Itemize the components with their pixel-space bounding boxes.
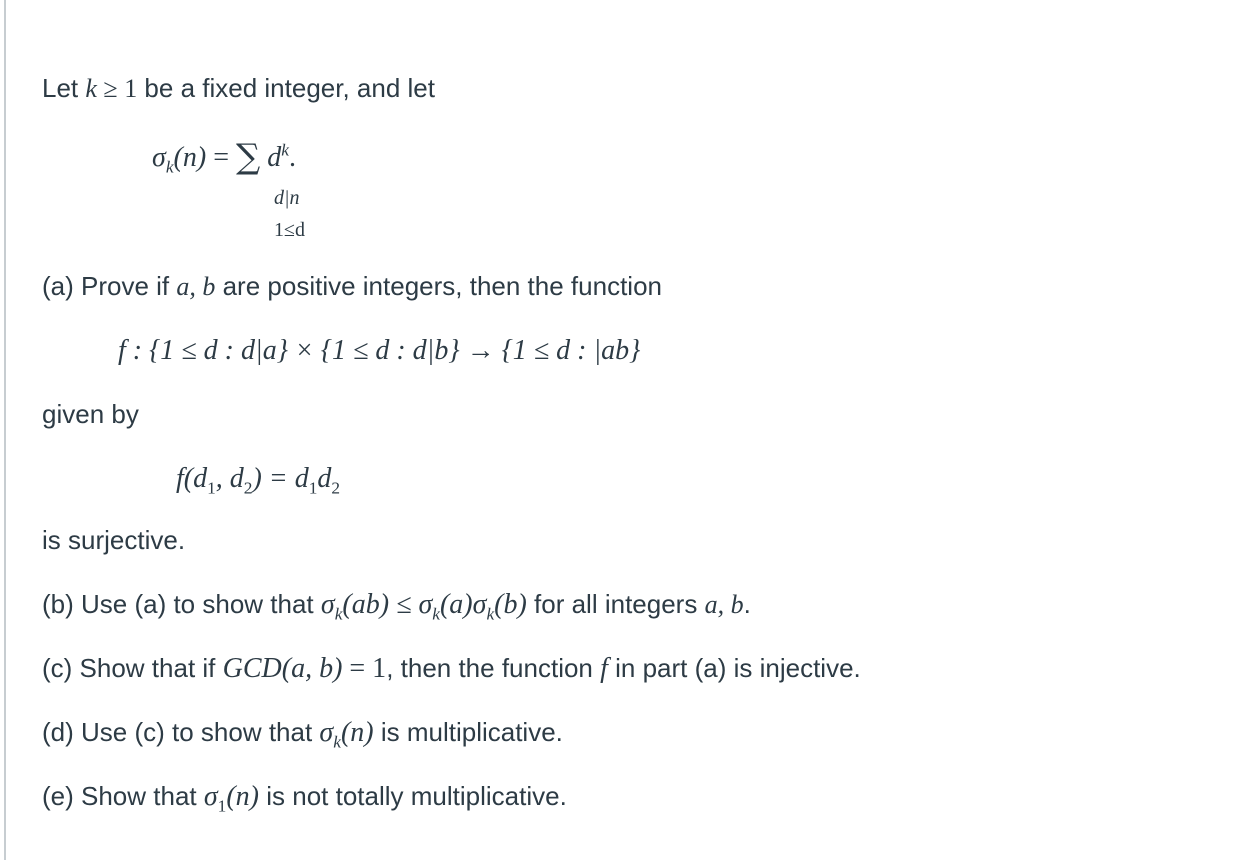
part-b-inequality (320, 589, 527, 624)
sigma-definition (152, 138, 296, 175)
sum-condition-divides: d|n (274, 187, 300, 209)
part-b-variables: a, b (704, 590, 744, 619)
formula-close: ) = d (252, 463, 309, 494)
given-by-text: given by (42, 399, 139, 429)
part-c-end: in part (a) is injective. (607, 653, 861, 683)
part-c-f: f (600, 653, 608, 684)
part-d-sigma-symbol: σ (319, 717, 334, 748)
part-b-end: . (743, 589, 751, 619)
part-d-sigma-arg: (n) (340, 717, 374, 748)
part-b-k-3: k (486, 604, 495, 624)
part-e-sigma-symbol: σ (203, 781, 218, 812)
part-b-statement (42, 588, 751, 624)
part-e-statement (42, 780, 567, 816)
part-c-rest: , then the function (386, 653, 601, 683)
summation-symbol: ∑ (235, 137, 261, 177)
content-left-border (4, 0, 6, 860)
part-d-sigma-sub: k (333, 732, 341, 752)
function-map: f : {1 ≤ d : d|a} × {1 ≤ d : d|b} → {1 ≤ d : |ab} (118, 335, 641, 366)
part-b-k-1: k (334, 604, 343, 624)
intro-suffix: be a fixed integer, and let (137, 73, 435, 103)
part-c-gcd: GCD(a, b) (222, 653, 343, 684)
part-b-arg-1: (ab) ≤ σ (342, 589, 433, 620)
formula-open: (d (183, 463, 208, 494)
part-e-sigma-arg: (n) (226, 781, 260, 812)
part-b-k-2: k (432, 604, 440, 624)
sigma-subscript: k (165, 157, 174, 177)
part-e-end: is not totally multiplicative. (259, 781, 567, 811)
formula-sub-2: 2 (243, 478, 253, 498)
formula-mid: , d (215, 463, 244, 494)
part-b-label: (b) Use (a) to show that (42, 589, 321, 619)
sigma-equals: = (206, 142, 236, 173)
formula-d: d (317, 463, 332, 494)
part-d-statement (42, 716, 563, 752)
intro-k: k (85, 74, 97, 103)
part-d-label: (d) Use (c) to show that (42, 717, 320, 747)
part-b-arg-2: (a)σ (439, 589, 487, 620)
formula-sub-4: 2 (331, 478, 341, 498)
formula-f: f (176, 463, 184, 494)
part-d-end: is multiplicative. (373, 717, 563, 747)
part-a-statement (42, 270, 662, 303)
sum-period: . (288, 142, 296, 173)
part-d-sigma (319, 717, 374, 752)
part-b-arg-3: (b) (494, 589, 527, 620)
part-b-sigma-1: σ (320, 589, 335, 620)
sum-term-exponent: k (281, 140, 289, 160)
formula-sub-3: 1 (308, 478, 318, 498)
intro-line (42, 72, 435, 105)
is-surjective-text: is surjective. (42, 525, 186, 555)
part-c-label: (c) Show that if (42, 653, 223, 683)
sum-condition-lower-bound: 1≤d (274, 219, 305, 241)
part-c-statement (42, 652, 861, 685)
product-formula (176, 462, 340, 496)
formula-sub-1: 1 (207, 478, 216, 498)
intro-prefix: Let (42, 73, 86, 103)
sum-term-base: d (267, 142, 282, 173)
part-b-rest: for all integers (526, 589, 705, 619)
part-a-variables: a, b (176, 272, 216, 301)
part-a-label: (a) Prove if (42, 271, 177, 301)
intro-inequality: ≥ 1 (96, 74, 138, 103)
part-e-sigma-sub: 1 (217, 796, 227, 816)
sigma-argument: (n) (173, 142, 207, 173)
sigma-symbol: σ (152, 142, 166, 173)
part-a-rest: are positive integers, then the function (215, 271, 662, 301)
part-c-equals: = 1 (342, 653, 387, 684)
part-e-sigma (203, 781, 260, 816)
part-e-label: (e) Show that (42, 781, 204, 811)
